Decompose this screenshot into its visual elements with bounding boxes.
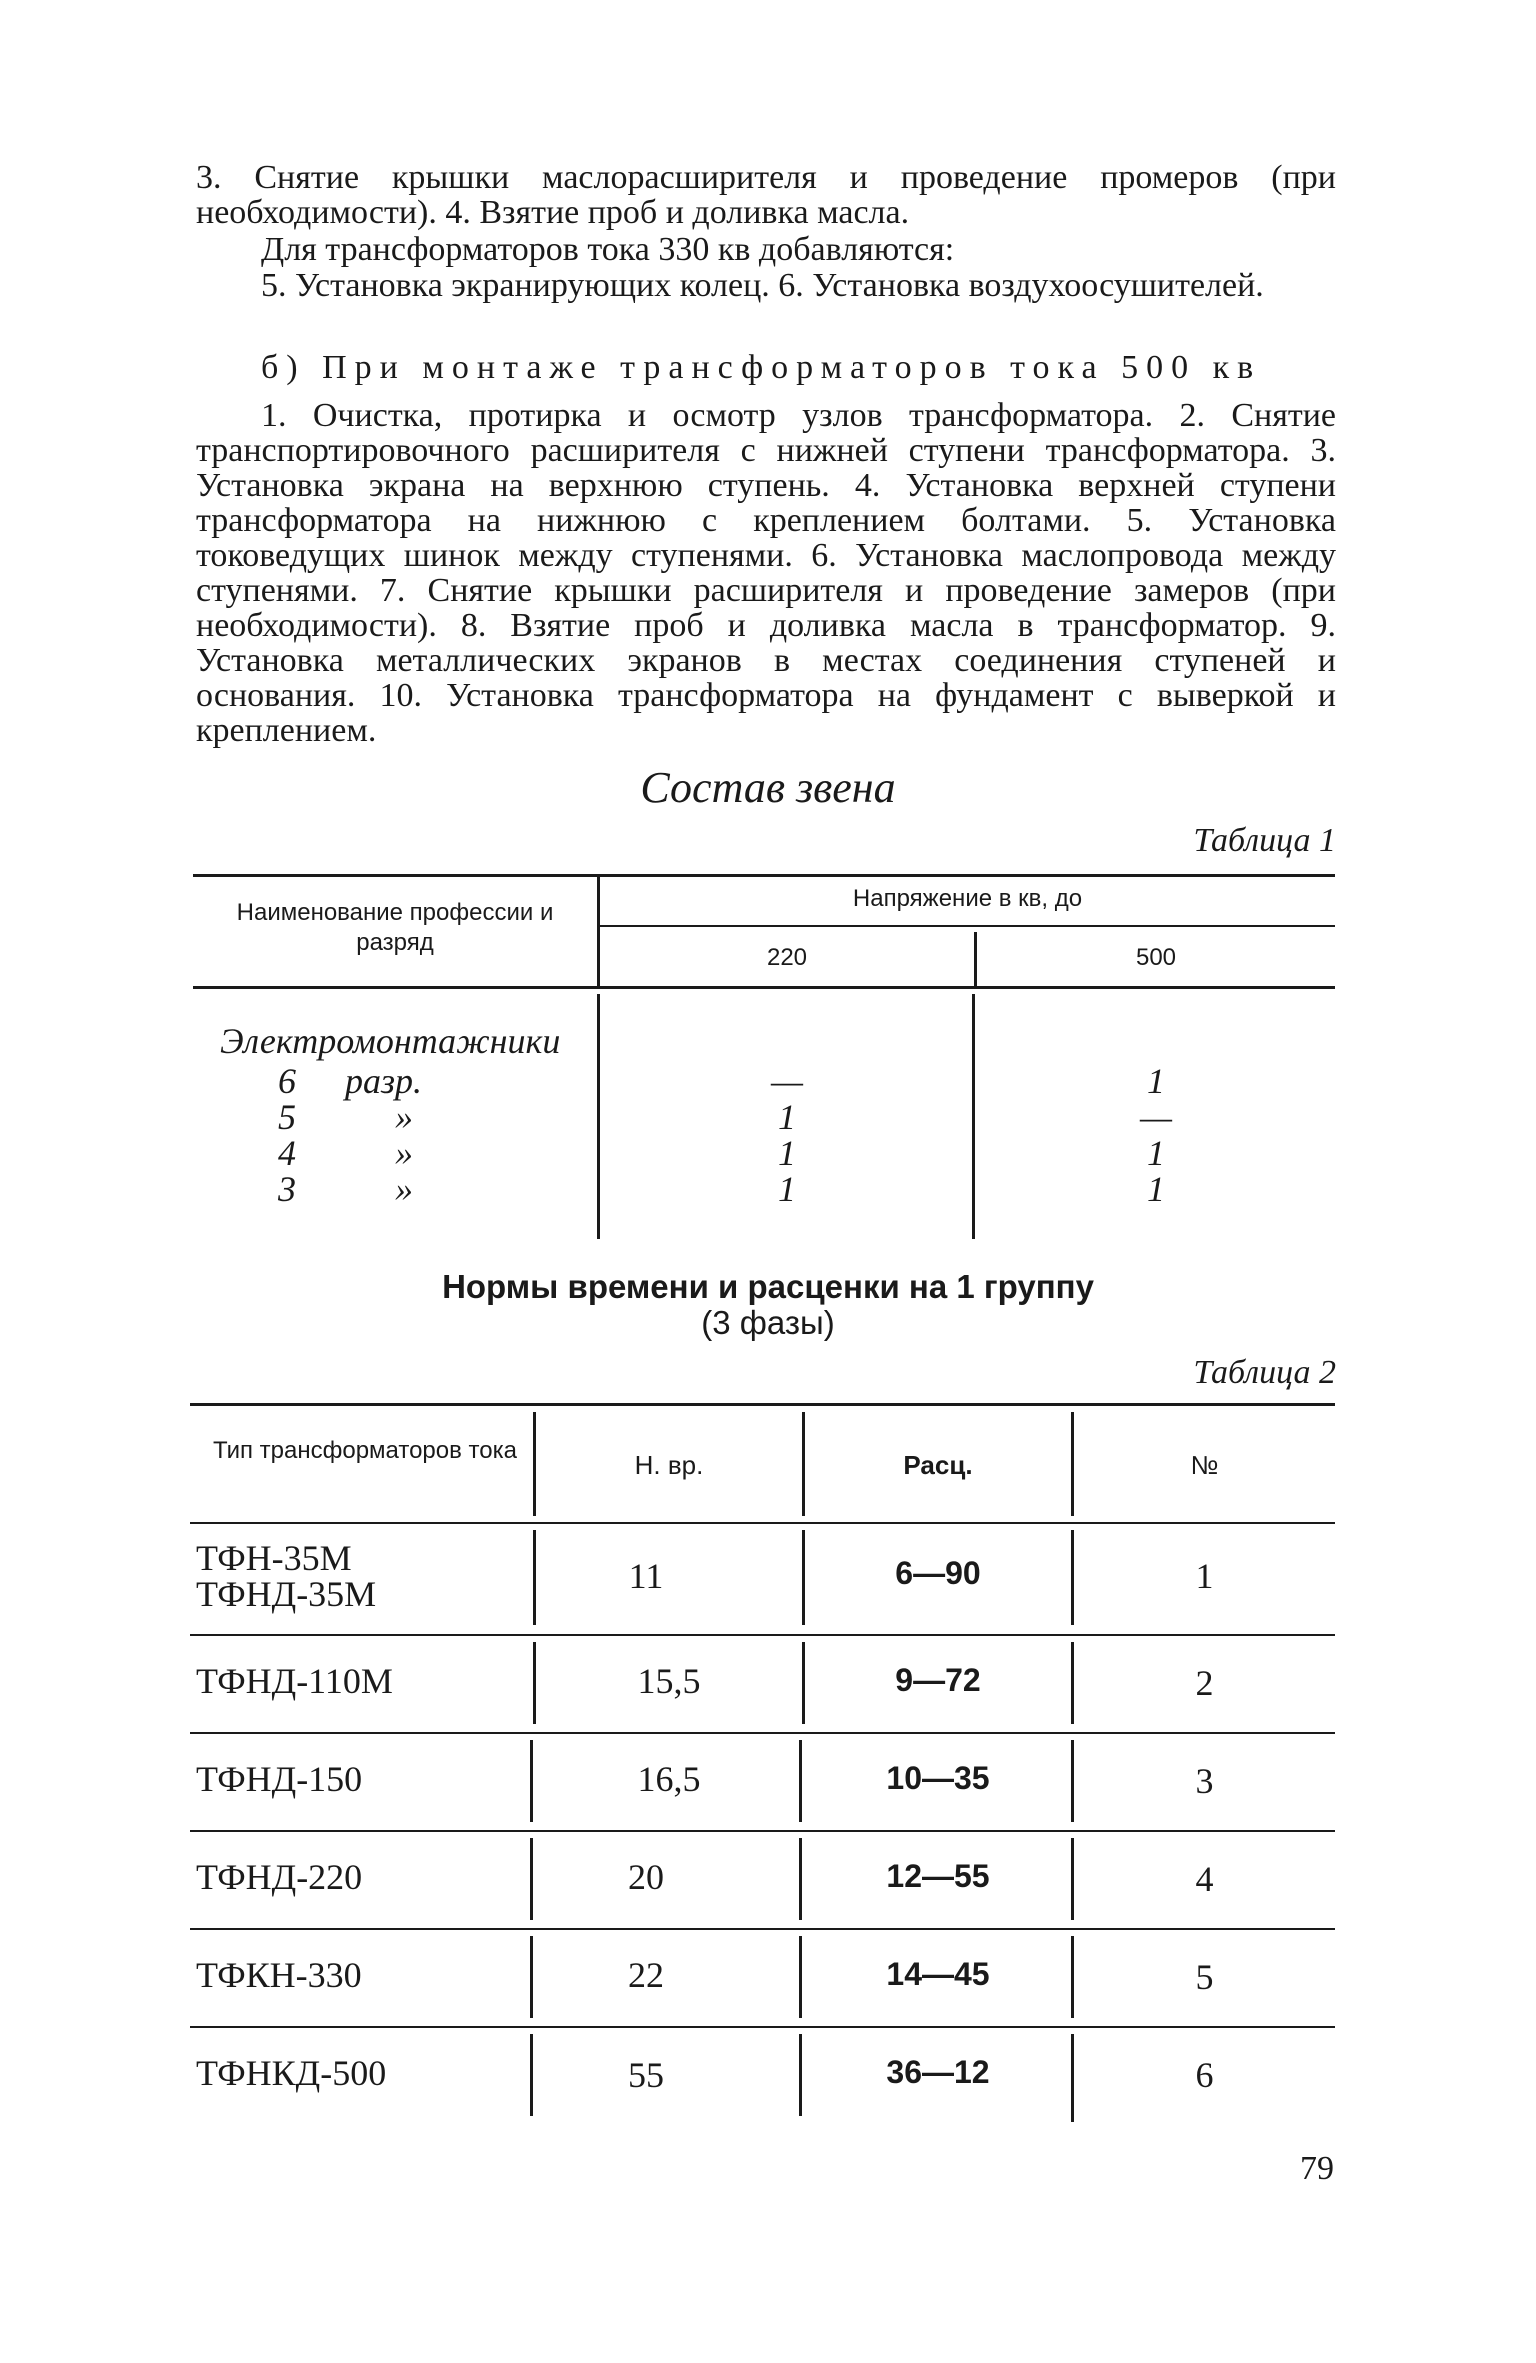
row-number: 3 [1195,1761,1214,1801]
grade-number: 6 [278,1061,296,1101]
value-220: — [770,1061,803,1101]
table2-vline [1071,2034,1074,2122]
table2-caption: Таблица 2 [1193,1354,1336,1391]
table2-top-rule [190,1403,1335,1406]
row-number: 4 [1195,1859,1214,1899]
grade-unit: » [395,1097,413,1137]
table2-row-rule [190,1634,1335,1636]
transformer-type: ТФКН-330 [196,1955,362,1995]
grade-number: 5 [278,1097,296,1137]
row-number: 6 [1195,2055,1214,2095]
table1-top-rule [193,874,1335,877]
table1-header-rule [193,986,1335,989]
table2-row-rule [190,1830,1335,1832]
value-220: 1 [778,1097,796,1137]
table2-vline [530,1838,533,1920]
rate: 6—90 [895,1555,981,1591]
time-norm: 11 [628,1556,664,1596]
transformer-type: ТФН-35М ТФНД-35М [196,1538,377,1614]
table1-heading: Состав звена [640,763,896,812]
table1-subheader-rule [600,925,1335,927]
transformer-type: ТФНД-110М [196,1661,393,1701]
value-220: 1 [778,1169,796,1209]
transformer-type: ТФНД-150 [196,1759,363,1799]
grade-unit: разр. [345,1061,423,1101]
rate: 12—55 [886,1858,990,1894]
table2-vline [799,1740,802,1822]
grade-number: 4 [278,1133,296,1173]
table2-vline [533,1642,536,1724]
grade-unit: » [395,1169,413,1209]
transformer-type: ТФНД-220 [196,1857,363,1897]
table2-subheading: (3 фазы) [701,1304,835,1341]
table2-vline [799,1838,802,1920]
table2-vline [799,1936,802,2018]
table2-row-rule [190,1732,1335,1734]
table1-col-220: 220 [766,944,808,971]
table2-col-num: № [1190,1450,1219,1480]
table2-vline [802,1530,805,1625]
table2-vline [533,1530,536,1625]
time-norm: 22 [628,1955,664,1995]
time-norm: 16,5 [637,1759,701,1799]
grade-number: 3 [278,1169,296,1209]
transformer-type: ТФНКД-500 [196,2053,387,2093]
table1-group-label: Электромонтажники [220,1021,561,1061]
row-number: 1 [1195,1556,1214,1596]
value-500: 1 [1147,1061,1165,1101]
value-220: 1 [778,1133,796,1173]
time-norm: 20 [628,1857,664,1897]
table1-caption: Таблица 1 [1193,822,1336,859]
table2-heading: Нормы времени и расценки на 1 группу [442,1268,1094,1305]
section-b-text: 1. Очистка, протирка и осмотр узлов трансформатора. 2. Снятие транспортировочного расширителя с нижней ступени трансформатора. 3. Установка экрана на верхнюю ступень. 4. Установка верхней ступени трансформатора на нижнюю с креплением болтами. 5. Установка токоведущих шинок между ступенями. 6. Установка маслопровода между ступенями. 7. Снятие крышки расширителя и проведение замеров (при необходимости). 8. Взятие проб и доливка масла в трансформатор. 9. Установка металлических экранов в местах соединения ступеней и основания. 10. Установка трансформатора на фундамент с выверкой и креплением. [196,397,1336,749]
table1-col-voltage: Напряжение в кв, до [852,885,1083,912]
page-number: 79 [1300,2150,1334,2187]
table2-header-rule [190,1522,1335,1524]
table2-vline [1071,1740,1074,1822]
table2-vline [530,1740,533,1822]
table1-col-500: 500 [1135,944,1177,971]
table2-vline [1071,1936,1074,2018]
table2-vline [802,1642,805,1724]
intro-paragraph-1: 3. Снятие крышки маслорасширителя и проведение промеров (при необходимости). 4. Взятие проб и доливка масла. [196,159,1336,231]
grade-unit: » [395,1133,413,1173]
rate: 10—35 [886,1760,990,1796]
table2-vline [1071,1642,1074,1724]
table2-vline [530,1936,533,2018]
table2-vline [799,2034,802,2116]
table2-vline [1071,1838,1074,1920]
intro-paragraph-3: 5. Установка экранирующих колец. 6. Установка воздухоосушителей. [261,267,1264,304]
table1-col-profession: Наименование профессии и разряд [236,899,554,956]
value-500: 1 [1147,1169,1165,1209]
value-500: 1 [1147,1133,1165,1173]
rate: 36—12 [886,2054,990,2090]
section-b-title: б) При монтаже трансформаторов тока 500 кв [261,349,1262,386]
value-500: — [1139,1097,1172,1137]
table2-vline [1071,1530,1074,1625]
table2-col-rate: Расц. [903,1450,973,1480]
row-number: 5 [1195,1957,1214,1997]
table2-col-type: Тип трансформаторов тока [212,1437,517,1464]
intro-paragraph-2: Для трансформаторов тока 330 кв добавляются: [261,231,955,268]
table2-vline [530,2034,533,2116]
table2-row-rule [190,1928,1335,1930]
time-norm: 15,5 [637,1661,701,1701]
rate: 14—45 [886,1956,990,1992]
row-number: 2 [1195,1663,1214,1703]
rate: 9—72 [895,1662,981,1698]
table2-row-rule [190,2026,1335,2028]
time-norm: 55 [628,2055,664,2095]
table2-col-time: Н. вр. [634,1450,704,1480]
